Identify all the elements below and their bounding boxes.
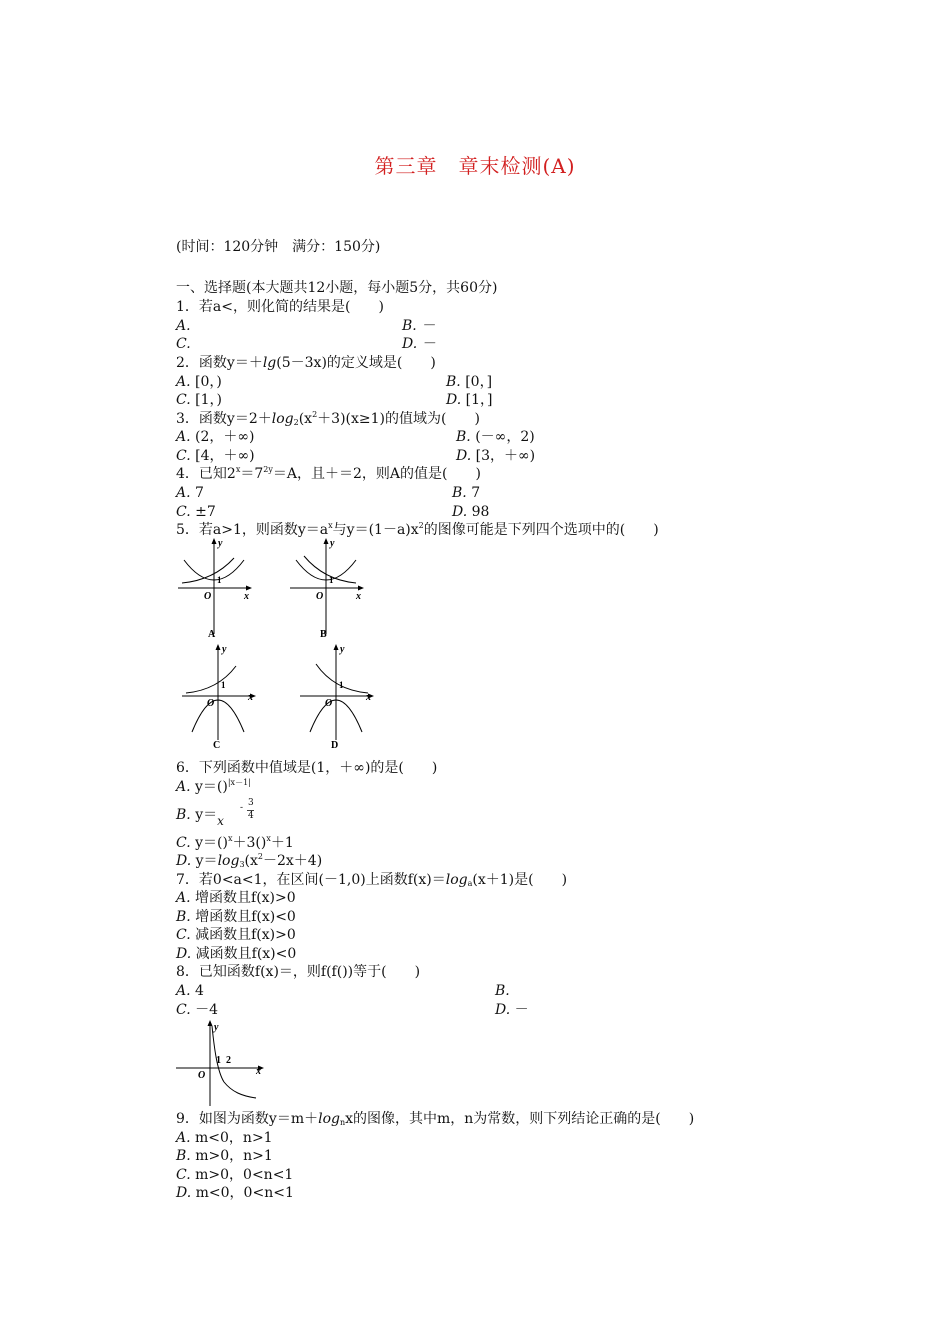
q2-a-label: A. xyxy=(176,374,191,390)
q3-a-text: (2，＋∞) xyxy=(195,429,255,445)
q9-a-label: A. xyxy=(176,1130,191,1146)
q6-d-sq: 2 xyxy=(257,852,263,861)
q5-b-o: O xyxy=(316,591,324,602)
q4-d-text: 98 xyxy=(471,504,490,520)
q1-option-d xyxy=(402,335,436,353)
q5-d-1: 1 xyxy=(339,680,344,690)
q1-option-a: A. xyxy=(176,318,191,334)
q8-a-text: 4 xyxy=(195,983,204,999)
q3-c-text: [4，＋∞) xyxy=(195,448,255,464)
q8-option-a xyxy=(176,982,204,1000)
q7-a-text: 增函数且f(x)>0 xyxy=(195,890,296,906)
q3-stem xyxy=(176,410,480,428)
q7-option-d xyxy=(176,945,296,963)
q3-option-b xyxy=(456,428,535,446)
q1-option-c: C. xyxy=(176,336,191,352)
q8-option-b xyxy=(495,982,510,1000)
q3-sq: 2 xyxy=(312,410,318,419)
q5-d-x: x xyxy=(366,692,371,703)
q2-d-label: D. xyxy=(446,392,462,408)
q9-stem xyxy=(176,1110,694,1128)
q3-d-label: D. xyxy=(456,448,472,464)
q1-option-d-text: D. － xyxy=(402,336,436,352)
q6-d-b: (x xyxy=(244,853,258,869)
q2-stem-a: 2．函数y＝＋ xyxy=(176,355,263,371)
q5-d-o: O xyxy=(325,698,333,709)
q2-option-d xyxy=(446,391,492,409)
q4-a-label: A. xyxy=(176,485,191,501)
q9-d-text: m<0，0<n<1 xyxy=(195,1185,294,1201)
q5-a-x: x xyxy=(244,591,249,602)
q3-b-label: B. xyxy=(456,429,471,445)
q9-c-text: m>0，0<n<1 xyxy=(195,1167,294,1183)
q6-d-c: －2x＋4) xyxy=(262,853,323,869)
q1-stem: 1．若a<，则化简的结果是( ) xyxy=(176,299,384,315)
q8-a-label: A. xyxy=(176,983,191,999)
q7-option-c xyxy=(176,926,296,944)
q2-c-text: [1，) xyxy=(195,392,222,408)
q6-b-text: y＝ xyxy=(195,807,218,823)
q9-stem-b: x的图像，其中m，n为常数，则下列结论正确的是( ) xyxy=(345,1111,695,1127)
q2-a-text: [0，) xyxy=(195,374,222,390)
q5-a-1: 1 xyxy=(217,575,222,585)
q5-c-1: 1 xyxy=(221,680,226,690)
q5-a-y: y xyxy=(218,538,223,549)
q7-a-label: A. xyxy=(176,890,191,906)
q8-stem: 8．已知函数f(x)＝，则f(f())等于( ) xyxy=(176,964,421,980)
q6-c-c: ＋1 xyxy=(270,835,294,851)
q7-d-text: 减函数且f(x)<0 xyxy=(195,946,297,962)
q9-stem-a: 9．如图为函数y＝m＋ xyxy=(176,1111,319,1127)
q2-b-label: B. xyxy=(446,374,461,390)
q7-stem xyxy=(176,871,567,889)
q5-c-label: C xyxy=(213,740,221,751)
q2-option-c xyxy=(176,391,222,409)
q6-option-b xyxy=(176,806,224,828)
q4-b-text: 7 xyxy=(471,485,481,501)
q3-option-a xyxy=(176,428,255,446)
q5-a-o: O xyxy=(204,591,212,602)
q4-c-label: C. xyxy=(176,504,191,520)
q6-option-d xyxy=(176,852,322,870)
q5-graph-c xyxy=(178,640,262,752)
q7-b-label: B. xyxy=(176,909,191,925)
q6-b-x: x xyxy=(217,814,224,828)
q5-d-label: D xyxy=(331,740,339,751)
q5-c-y: y xyxy=(222,644,227,655)
q2-c-label: C. xyxy=(176,392,191,408)
q5-graph-d xyxy=(296,640,380,752)
q7-option-b xyxy=(176,908,296,926)
q3-base: 2 xyxy=(293,418,299,427)
q1-option-b xyxy=(402,317,435,335)
q6-c-label: C. xyxy=(176,835,191,851)
q4-a-text: 7 xyxy=(195,485,204,501)
q3-b-text: (－∞，2) xyxy=(475,429,535,445)
q4-option-b xyxy=(452,484,480,502)
q4-d-label: D. xyxy=(452,504,468,520)
q3-option-c xyxy=(176,447,255,465)
q5-b-y: y xyxy=(330,538,335,549)
q9-ticks: 1 2 xyxy=(216,1055,231,1066)
page-title: 第三章 章末检测(A) xyxy=(374,154,576,178)
q8-c-text: －4 xyxy=(195,1002,219,1018)
q7-log: log xyxy=(445,872,468,888)
q4-b-label: B. xyxy=(452,485,467,501)
q6-option-c xyxy=(176,834,294,852)
q9-log: log xyxy=(318,1111,340,1127)
q9-a-text: m<0，n>1 xyxy=(195,1130,273,1146)
q4-option-c xyxy=(176,503,216,521)
q9-base: n xyxy=(339,1118,346,1127)
q2-b-text: [0，] xyxy=(465,374,493,390)
q5-e1: x xyxy=(328,521,333,530)
q9-option-b xyxy=(176,1147,273,1165)
q6-option-a xyxy=(176,778,251,796)
q8-b-label: B. xyxy=(495,983,510,999)
q4-c-text: ±7 xyxy=(195,504,216,520)
q8-c-label: C. xyxy=(176,1002,191,1018)
q4-option-a xyxy=(176,484,204,502)
q6-d-a: y＝ xyxy=(195,853,218,869)
q8-d-label: D. xyxy=(495,1002,511,1018)
q9-b-text: m>0，n>1 xyxy=(195,1148,273,1164)
q6-b-sign: - xyxy=(240,803,244,813)
q6-b-num: 3 xyxy=(248,798,254,808)
q5-stem-c: 的图像可能是下列四个选项中的( ) xyxy=(423,522,659,538)
q5-graph-a xyxy=(174,536,258,642)
q7-option-a xyxy=(176,889,296,907)
q3-stem-c: ＋3)(x≥1)的值域为( ) xyxy=(317,411,480,427)
q6-b-label: B. xyxy=(176,807,191,823)
q2-stem-b: (5－3x)的定义域是( ) xyxy=(276,355,436,371)
q9-c-label: C. xyxy=(176,1167,191,1183)
q5-b-label: B xyxy=(320,629,327,640)
q6-a-label: A. xyxy=(176,779,191,795)
q9-graph xyxy=(172,1016,268,1108)
q9-d-label: D. xyxy=(176,1185,192,1201)
q4-e2: 2y xyxy=(263,465,273,474)
q3-a-label: A. xyxy=(176,429,191,445)
q3-c-label: C. xyxy=(176,448,191,464)
q3-stem-b: (x xyxy=(298,411,313,427)
q5-c-o: O xyxy=(207,698,215,709)
q5-d-y: y xyxy=(340,644,345,655)
q8-d-text: － xyxy=(514,1002,529,1018)
q2-option-a xyxy=(176,373,222,391)
q6-d-log: log xyxy=(217,853,240,869)
q7-b-text: 增函数且f(x)<0 xyxy=(195,909,296,925)
q4-stem-b: ＝7 xyxy=(240,466,264,482)
q6-c-a: y＝() xyxy=(195,835,228,851)
q5-stem-a: 5．若a>1，则函数y＝a xyxy=(176,522,329,538)
q7-stem-a: 7．若0<a<1，在区间(－1,0)上函数f(x)＝ xyxy=(176,872,446,888)
q1-option-b-text: B. － xyxy=(402,318,436,334)
q8-option-d xyxy=(495,1001,529,1019)
q9-option-a xyxy=(176,1129,273,1147)
q4-stem-c: ＝A，且＋＝2，则A的值是( ) xyxy=(272,466,481,482)
q5-a-label: A xyxy=(208,629,216,640)
q4-option-d xyxy=(452,503,489,521)
q7-base: a xyxy=(467,879,473,888)
q6-b-den: 4 xyxy=(248,811,254,821)
q6-stem: 6．下列函数中值域是(1，＋∞)的是( ) xyxy=(176,760,438,776)
q5-graph-b xyxy=(286,536,370,642)
q3-option-d xyxy=(456,447,535,465)
q5-b-1: 1 xyxy=(329,575,334,585)
q2-d-text: [1，] xyxy=(465,392,493,408)
q6-a-text: y＝() xyxy=(195,779,228,795)
q6-c-e2: x xyxy=(266,834,271,843)
q7-stem-b: (x＋1)是( ) xyxy=(472,872,568,888)
q2-lg: lg xyxy=(262,355,277,371)
q5-stem-b: 与y＝(1－a)x xyxy=(332,522,419,538)
q6-c-b: ＋3() xyxy=(232,835,267,851)
q6-c-e1: x xyxy=(227,834,233,843)
q7-d-label: D. xyxy=(176,946,192,962)
q5-b-x: x xyxy=(356,591,361,602)
q3-d-text: [3，＋∞) xyxy=(475,448,536,464)
q2-option-b xyxy=(446,373,492,391)
q9-x: x xyxy=(256,1066,261,1077)
q9-b-label: B. xyxy=(176,1148,191,1164)
q6-a-exp: |x－1| xyxy=(227,778,251,787)
q7-c-text: 减函数且f(x)>0 xyxy=(195,927,296,943)
q9-option-d xyxy=(176,1184,294,1202)
q3-log: log xyxy=(271,411,294,427)
q6-d-base: 3 xyxy=(239,860,245,869)
q7-c-label: C. xyxy=(176,927,191,943)
q9-option-c xyxy=(176,1166,293,1184)
q6-d-label: D. xyxy=(176,853,192,869)
q5-e2: 2 xyxy=(418,521,424,530)
q3-stem-a: 3．函数y＝2＋ xyxy=(176,411,272,427)
q9-y: y xyxy=(214,1022,219,1033)
section-heading: 一、选择题(本大题共12小题，每小题5分，共60分) xyxy=(176,280,498,296)
q4-e1: x xyxy=(235,465,241,474)
q4-stem-a: 4．已知2 xyxy=(176,466,236,482)
exam-meta: (时间：120分钟 满分：150分) xyxy=(176,239,381,255)
q5-c-x: x xyxy=(248,692,253,703)
q9-o: O xyxy=(198,1070,206,1081)
q2-stem xyxy=(176,354,436,372)
q4-stem xyxy=(176,465,481,483)
